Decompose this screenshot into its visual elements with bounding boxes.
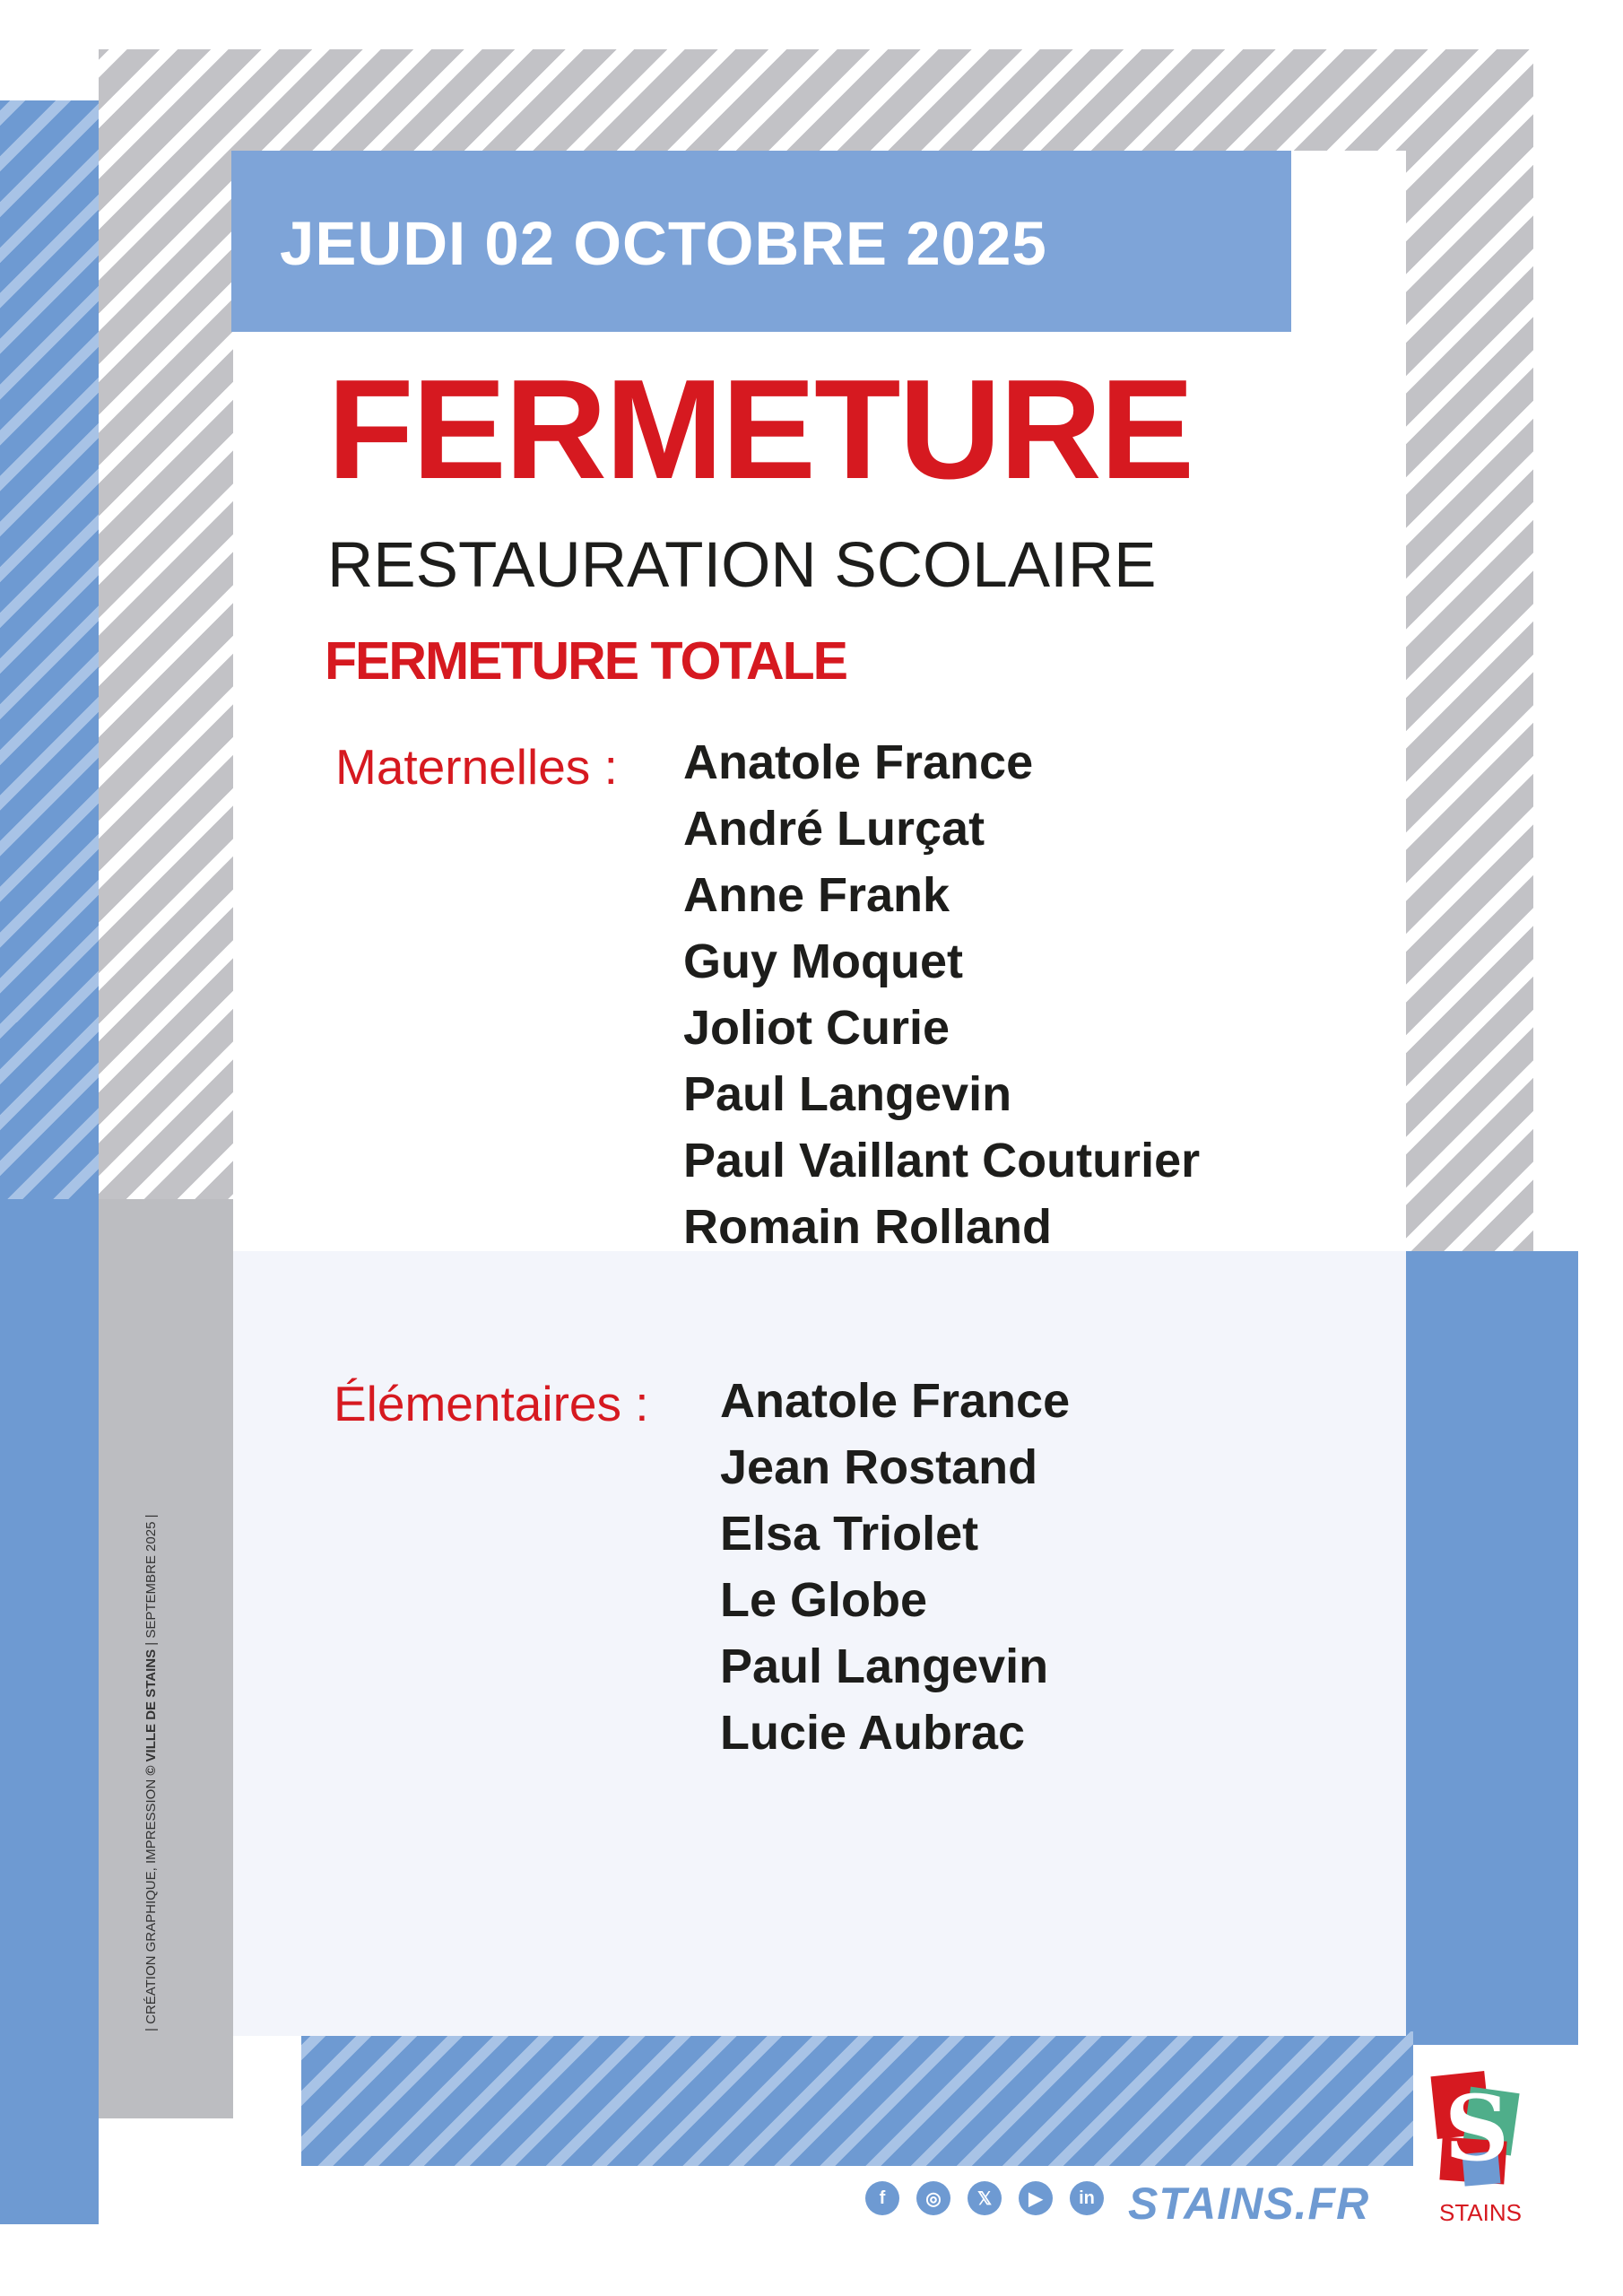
website-link[interactable]: STAINS.FR (1128, 2179, 1370, 2229)
school-item: Elsa Triolet (720, 1507, 979, 1561)
poster-title: FERMETURE (327, 351, 1193, 509)
logo-text: STAINS (1439, 2199, 1522, 2226)
school-item: Guy Moquet (683, 935, 963, 988)
facebook-icon[interactable]: f (865, 2181, 899, 2215)
elementaires-school-list (720, 1368, 1070, 1766)
social-links (865, 2181, 1104, 2215)
poster-subtitle: RESTAURATION SCOLAIRE (327, 530, 1157, 601)
striped-blue-left-band (0, 100, 99, 1199)
youtube-icon[interactable]: ▶ (1019, 2181, 1053, 2215)
school-item: Jean Rostand (720, 1440, 1038, 1494)
credits-text: | CRÉATION GRAPHIQUE, IMPRESSION (143, 1775, 159, 2031)
gray-left-band (99, 1199, 233, 2118)
striped-blue-bottom-band (301, 2031, 1413, 2166)
closure-type: FERMETURE TOTALE (325, 631, 847, 691)
school-item: Le Globe (720, 1573, 928, 1627)
school-item: Paul Langevin (720, 1639, 1049, 1693)
maternelles-school-list (683, 729, 1200, 1260)
school-item: Romain Rolland (683, 1200, 1053, 1254)
maternelles-label: Maternelles : (335, 739, 618, 795)
school-item: Lucie Aubrac (720, 1706, 1026, 1760)
credits-date: | SEPTEMBRE 2025 | (143, 1514, 159, 1649)
blue-right-band (1384, 1251, 1578, 2045)
school-item: André Lurçat (683, 802, 985, 856)
date-text: JEUDI 02 OCTOBRE 2025 (280, 209, 1047, 278)
x-icon[interactable]: 𝕏 (968, 2181, 1002, 2215)
school-item: Joliot Curie (683, 1001, 950, 1055)
stains-logo-icon (1414, 2054, 1540, 2215)
elementaires-label: Élémentaires : (334, 1376, 649, 1431)
school-item: Paul Langevin (683, 1067, 1012, 1121)
school-item: Paul Vaillant Couturier (683, 1134, 1201, 1187)
print-credits (143, 1515, 159, 2031)
linkedin-icon[interactable]: in (1070, 2181, 1104, 2215)
school-item: Anatole France (720, 1374, 1071, 1428)
credits-owner: © VILLE DE STAINS (143, 1648, 159, 1776)
school-item: Anne Frank (683, 868, 950, 922)
instagram-icon[interactable]: ◎ (916, 2181, 950, 2215)
school-item: Anatole France (683, 735, 1034, 789)
svg-text:S: S (1444, 2075, 1510, 2181)
